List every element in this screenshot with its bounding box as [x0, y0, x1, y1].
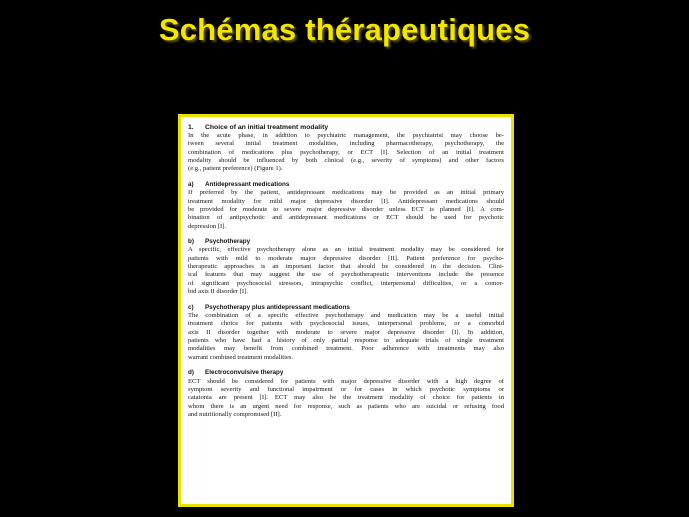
text-line: ical features that may suggest the use of psychotherapeutic interventions include the presence — [188, 271, 504, 279]
subsection-heading — [188, 181, 504, 190]
subsection-paragraph — [188, 312, 504, 362]
text-line: If preferred by the patient, antidepressant medications may be provided as an initial primary — [188, 189, 504, 197]
subsection-title: Psychotherapy — [205, 237, 251, 245]
text-line: therapeutic approaches is an important factor that should be considered in the decision. Clini- — [188, 263, 504, 271]
subsection-paragraph — [188, 246, 504, 296]
subsection-letter: b) — [188, 237, 194, 245]
subsection-letter: a) — [188, 180, 194, 188]
slide-title: Schémas thérapeutiques — [158, 12, 531, 47]
subsection-title: Psychotherapy plus antidepressant medications — [205, 303, 350, 311]
text-line: be provided for moderate to severe major depressive disorder unless ECT is planned [I]. A com- — [188, 205, 504, 213]
text-line: treatment choice for patients with psychosocial issues, interpersonal problems, or a comorbid — [188, 320, 504, 328]
subsection-letter: c) — [188, 303, 194, 311]
subsection-paragraph — [188, 378, 504, 420]
text-line: combination of medications plus psychotherapy, or ECT [I]. Selection of an initial treatment — [188, 148, 504, 156]
subsection-letter: d) — [188, 369, 194, 377]
subsections — [188, 181, 504, 420]
text-line: tween several initial treatment modalities, including pharmacotherapy, psychotherapy, the — [188, 140, 504, 148]
subsection-heading — [188, 238, 504, 247]
text-line: modalities may benefit from combined treatment. Poor adherence with treatments may also — [188, 345, 504, 353]
text-line: (e.g., patient preference) (Figure 1). — [188, 165, 283, 173]
text-line: The combination of a specific effective psychotherapy and medication may be a useful initial — [188, 312, 504, 319]
text-line: patients with mild to moderate major depressive disorder [II]. Patient preference for psycho- — [188, 254, 504, 262]
text-line: of significant psychosocial stressors, intrapsychic conflict, interpersonal difficulties, or a comor- — [188, 279, 504, 287]
intro-paragraph — [188, 132, 504, 174]
document-frame — [178, 114, 514, 507]
text-line: In the acute phase, in addition to psychiatric management, the psychiatrist may choose be- — [188, 132, 504, 139]
text-line: bid axis II disorder [I]. — [188, 288, 248, 296]
subsection-title: Antidepressant medications — [205, 180, 290, 188]
section-heading-title: Choice of an initial treatment modality — [205, 124, 329, 131]
text-line: warrant combined treatment modalities. — [188, 353, 294, 361]
subsection-title: Electroconvulsive therapy — [205, 369, 284, 377]
section-heading-number: 1. — [188, 124, 194, 131]
section-heading — [188, 123, 504, 132]
subsection-paragraph — [188, 189, 504, 231]
text-line: axis II disorder together with moderate to severe major depressive disorder [I]. In addition, — [188, 328, 504, 336]
text-line: A specific, effective psychotherapy alone as an initial treatment modality may be considered for — [188, 246, 504, 254]
text-line: depression [I]. — [188, 222, 227, 230]
document-page — [184, 120, 508, 501]
text-line: ECT should be considered for patients with major depressive disorder with a high degree of — [188, 377, 504, 385]
text-line: patients who have had a history of only partial response to adequate trials of single treatment — [188, 337, 504, 345]
subsection-heading — [188, 304, 504, 313]
subsection-heading — [188, 369, 504, 378]
text-line: and nutritionally compromised [II]. — [188, 410, 282, 418]
text-line: whom there is an urgent need for response, such as patients who are suicidal or refusing food — [188, 402, 504, 410]
text-line: modality should be influenced by both clinical (e.g., severity of symptoms) and other factors — [188, 157, 504, 165]
text-line: symptom severity and functional impairment or for cases in which psychotic symptoms or — [188, 385, 504, 393]
text-line: catatonia are present [I]. ECT may also be the treatment modality of choice for patients in — [188, 394, 504, 402]
text-line: bination of antipsychotic and antidepressant medications or ECT should be used for psychotic — [188, 214, 504, 222]
text-line: treatment modality for mild major depressive disorder [I]. Antidepressant medications should — [188, 197, 504, 205]
